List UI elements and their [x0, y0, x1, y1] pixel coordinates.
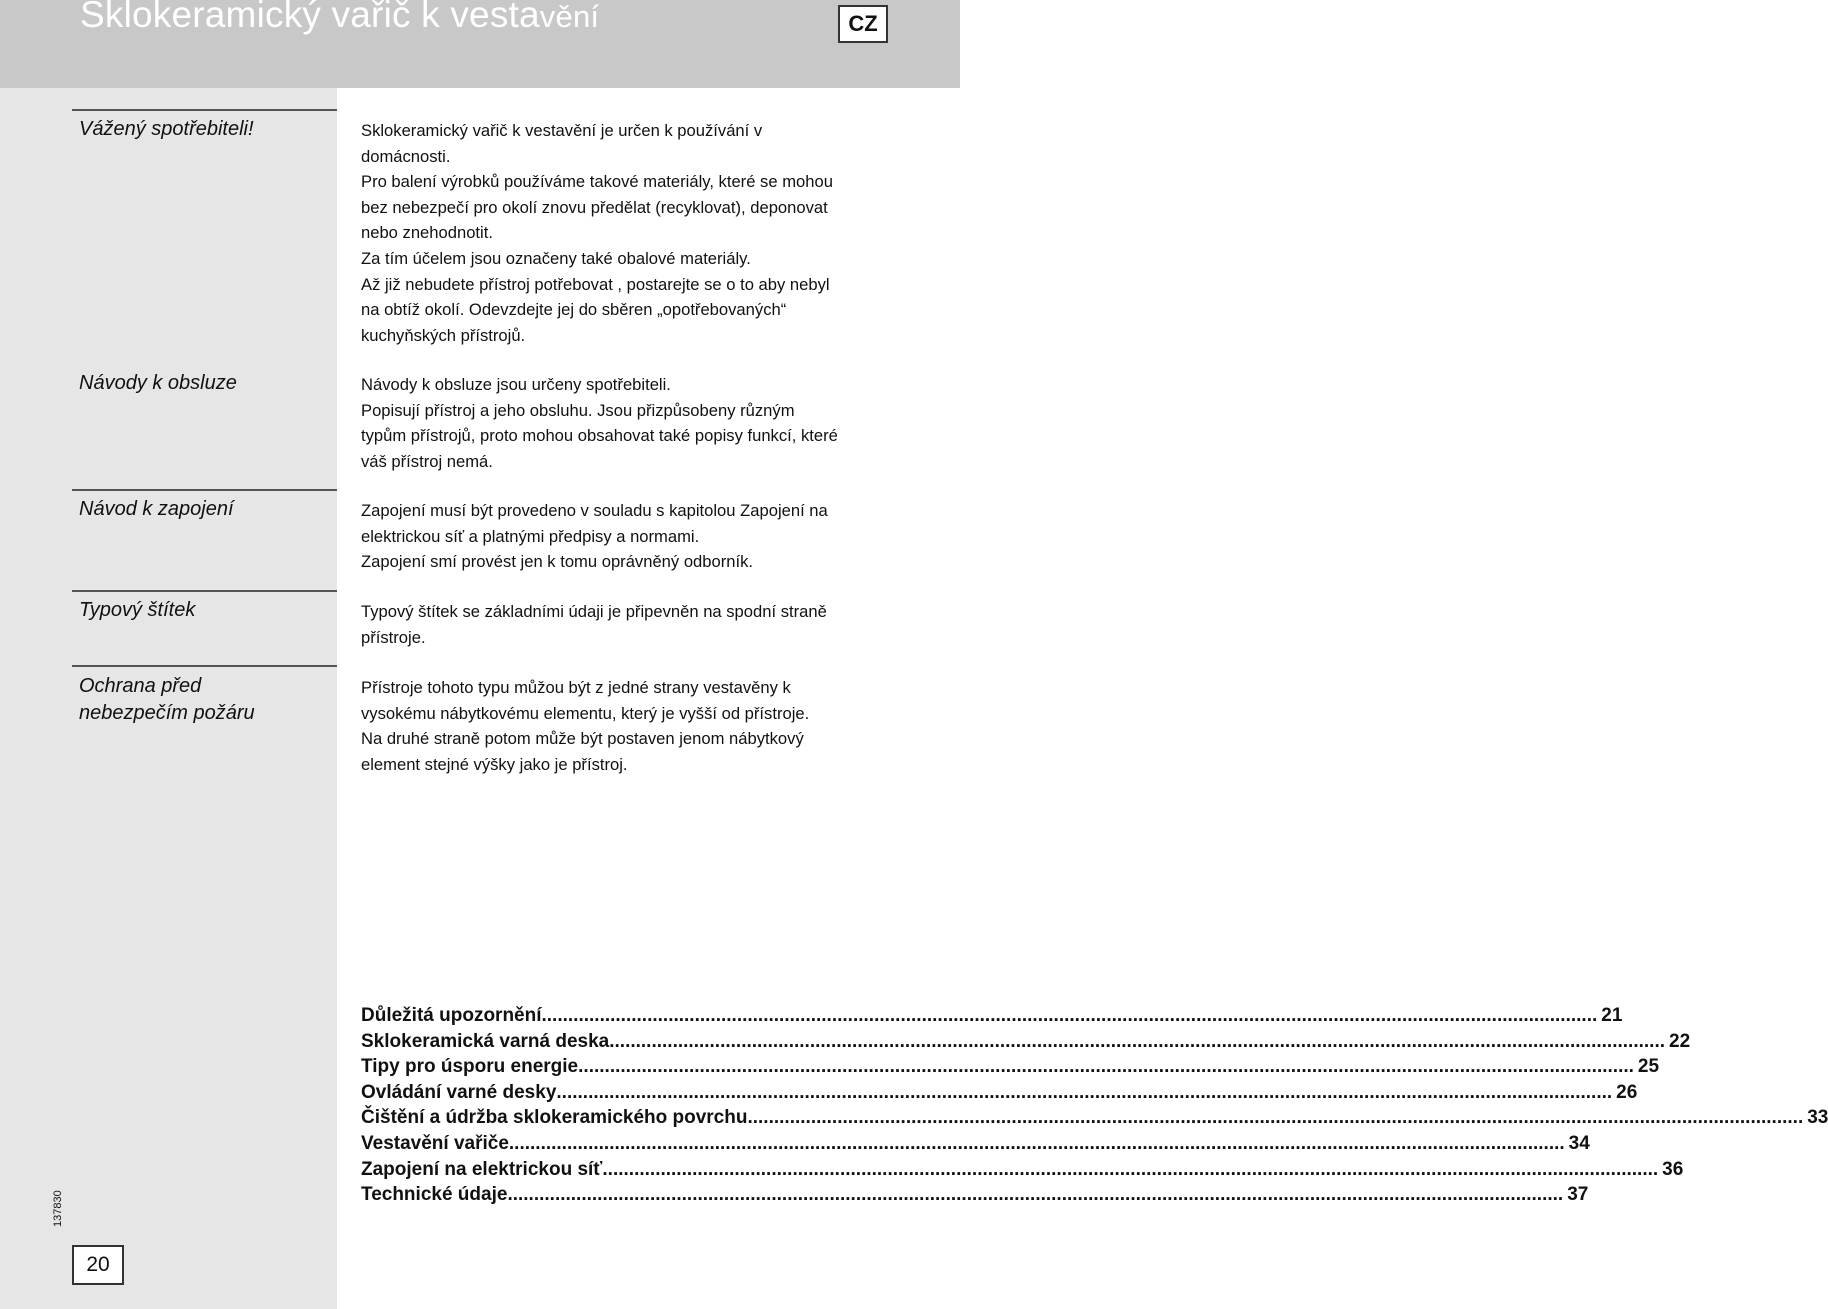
toc-entry[interactable]: Vestavění vařiče ........................................................................................................................................................................................................ 34	[361, 1131, 873, 1157]
section-heading-navody-k-obsluze: Návody k obsluze	[79, 372, 237, 394]
section-divider	[72, 489, 337, 491]
section-body-navod-k-zapojeni: Zapojení musí být provedeno v souladu s kapitolou Zapojení na elektrickou síť a platnými předpisy a normami. Zapojení smí provést jen k tomu oprávněný odborník.	[361, 501, 828, 572]
section-body-typovy-stitek: Typový štítek se základními údaji je připevněn na spodní straně přístroje.	[361, 602, 827, 647]
toc-leader-dots: ........................................................................................................................................................................................................	[507, 1184, 1564, 1206]
toc-entry[interactable]: Tipy pro úsporu energie ........................................................................................................................................................................................................ 25	[361, 1054, 873, 1080]
section-body-navody-k-obsluze: Návody k obsluze jsou určeny spotřebiteli. Popisují přístroj a jeho obsluhu. Jsou přizpůsobeny různým typům přístrojů, proto mohou obsahovat také popisy funkcí, které váš přístroj nemá.	[361, 375, 838, 471]
section-heading-navod-k-zapojeni: Návod k zapojení	[79, 498, 234, 520]
toc-leader-dots: ........................................................................................................................................................................................................	[747, 1107, 1804, 1129]
toc-entry[interactable]: Čištění a údržba sklokeramického povrchu ........................................................................................................................................................................................................ 33	[361, 1105, 873, 1131]
section-body-spotrebiteli: Sklokeramický vařič k vestavění je určen k používání v domácnosti. Pro balení výrobků používáme takové materiály, které se mohou bez nebezpečí pro okolí znovu předělat (recyklovat), deponovat nebo znehodnotit. Za tím účelem jsou označeny také obalové materiály. Až již nebudete přístroj potřebovat , postarejte se o to aby nebyl na obtíž okolí. Odevzdejte jej do sběren „opotřebovaných“ kuchyňských přístrojů.	[361, 121, 833, 345]
table-of-contents	[361, 1003, 1828, 1208]
toc-leader-dots: ........................................................................................................................................................................................................	[556, 1081, 1613, 1103]
toc-leader-dots: ........................................................................................................................................................................................................	[609, 1030, 1665, 1052]
toc-leader-dots: ........................................................................................................................................................................................................	[602, 1158, 1659, 1180]
toc-entry[interactable]: Zapojení na elektrickou síť ........................................................................................................................................................................................................ 36	[361, 1157, 873, 1183]
toc-leader-dots: ........................................................................................................................................................................................................	[578, 1056, 1634, 1078]
page-header	[0, 0, 960, 88]
section-divider	[72, 590, 337, 592]
toc-leader-dots: ........................................................................................................................................................................................................	[508, 1132, 1565, 1154]
page-title: Sklokeramický vařič k vestavění	[80, 0, 600, 35]
section-heading-spotrebiteli: Vážený spotřebiteli!	[79, 118, 254, 140]
section-heading-typovy-stitek: Typový štítek	[79, 599, 196, 621]
language-badge: CZ	[838, 5, 888, 43]
toc-entry[interactable]: Sklokeramická varná deska ........................................................................................................................................................................................................ 22	[361, 1029, 873, 1055]
section-divider	[72, 109, 337, 111]
toc-entry[interactable]: Ovládání varné desky ........................................................................................................................................................................................................ 26	[361, 1080, 873, 1106]
toc-entry[interactable]: Důležitá upozornění ........................................................................................................................................................................................................ 21	[361, 1003, 873, 1029]
section-body-ochrana-pred-pozarem: Přístroje tohoto typu můžou být z jedné strany vestavěny k vysokému nábytkovému elementu, který je vyšší od přístroje. Na druhé straně potom může být postaven jenom nábytkový element stejné výšky jako je přístroj.	[361, 678, 810, 774]
toc-entry[interactable]: Technické údaje ........................................................................................................................................................................................................ 37	[361, 1182, 873, 1208]
page-number: 20	[72, 1245, 124, 1285]
document-code: 137830	[52, 1190, 64, 1227]
section-divider	[72, 665, 337, 667]
toc-leader-dots: ........................................................................................................................................................................................................	[541, 1005, 1598, 1026]
section-heading-ochrana-pred-pozarem: Ochrana před nebezpečím požáru	[79, 675, 255, 724]
